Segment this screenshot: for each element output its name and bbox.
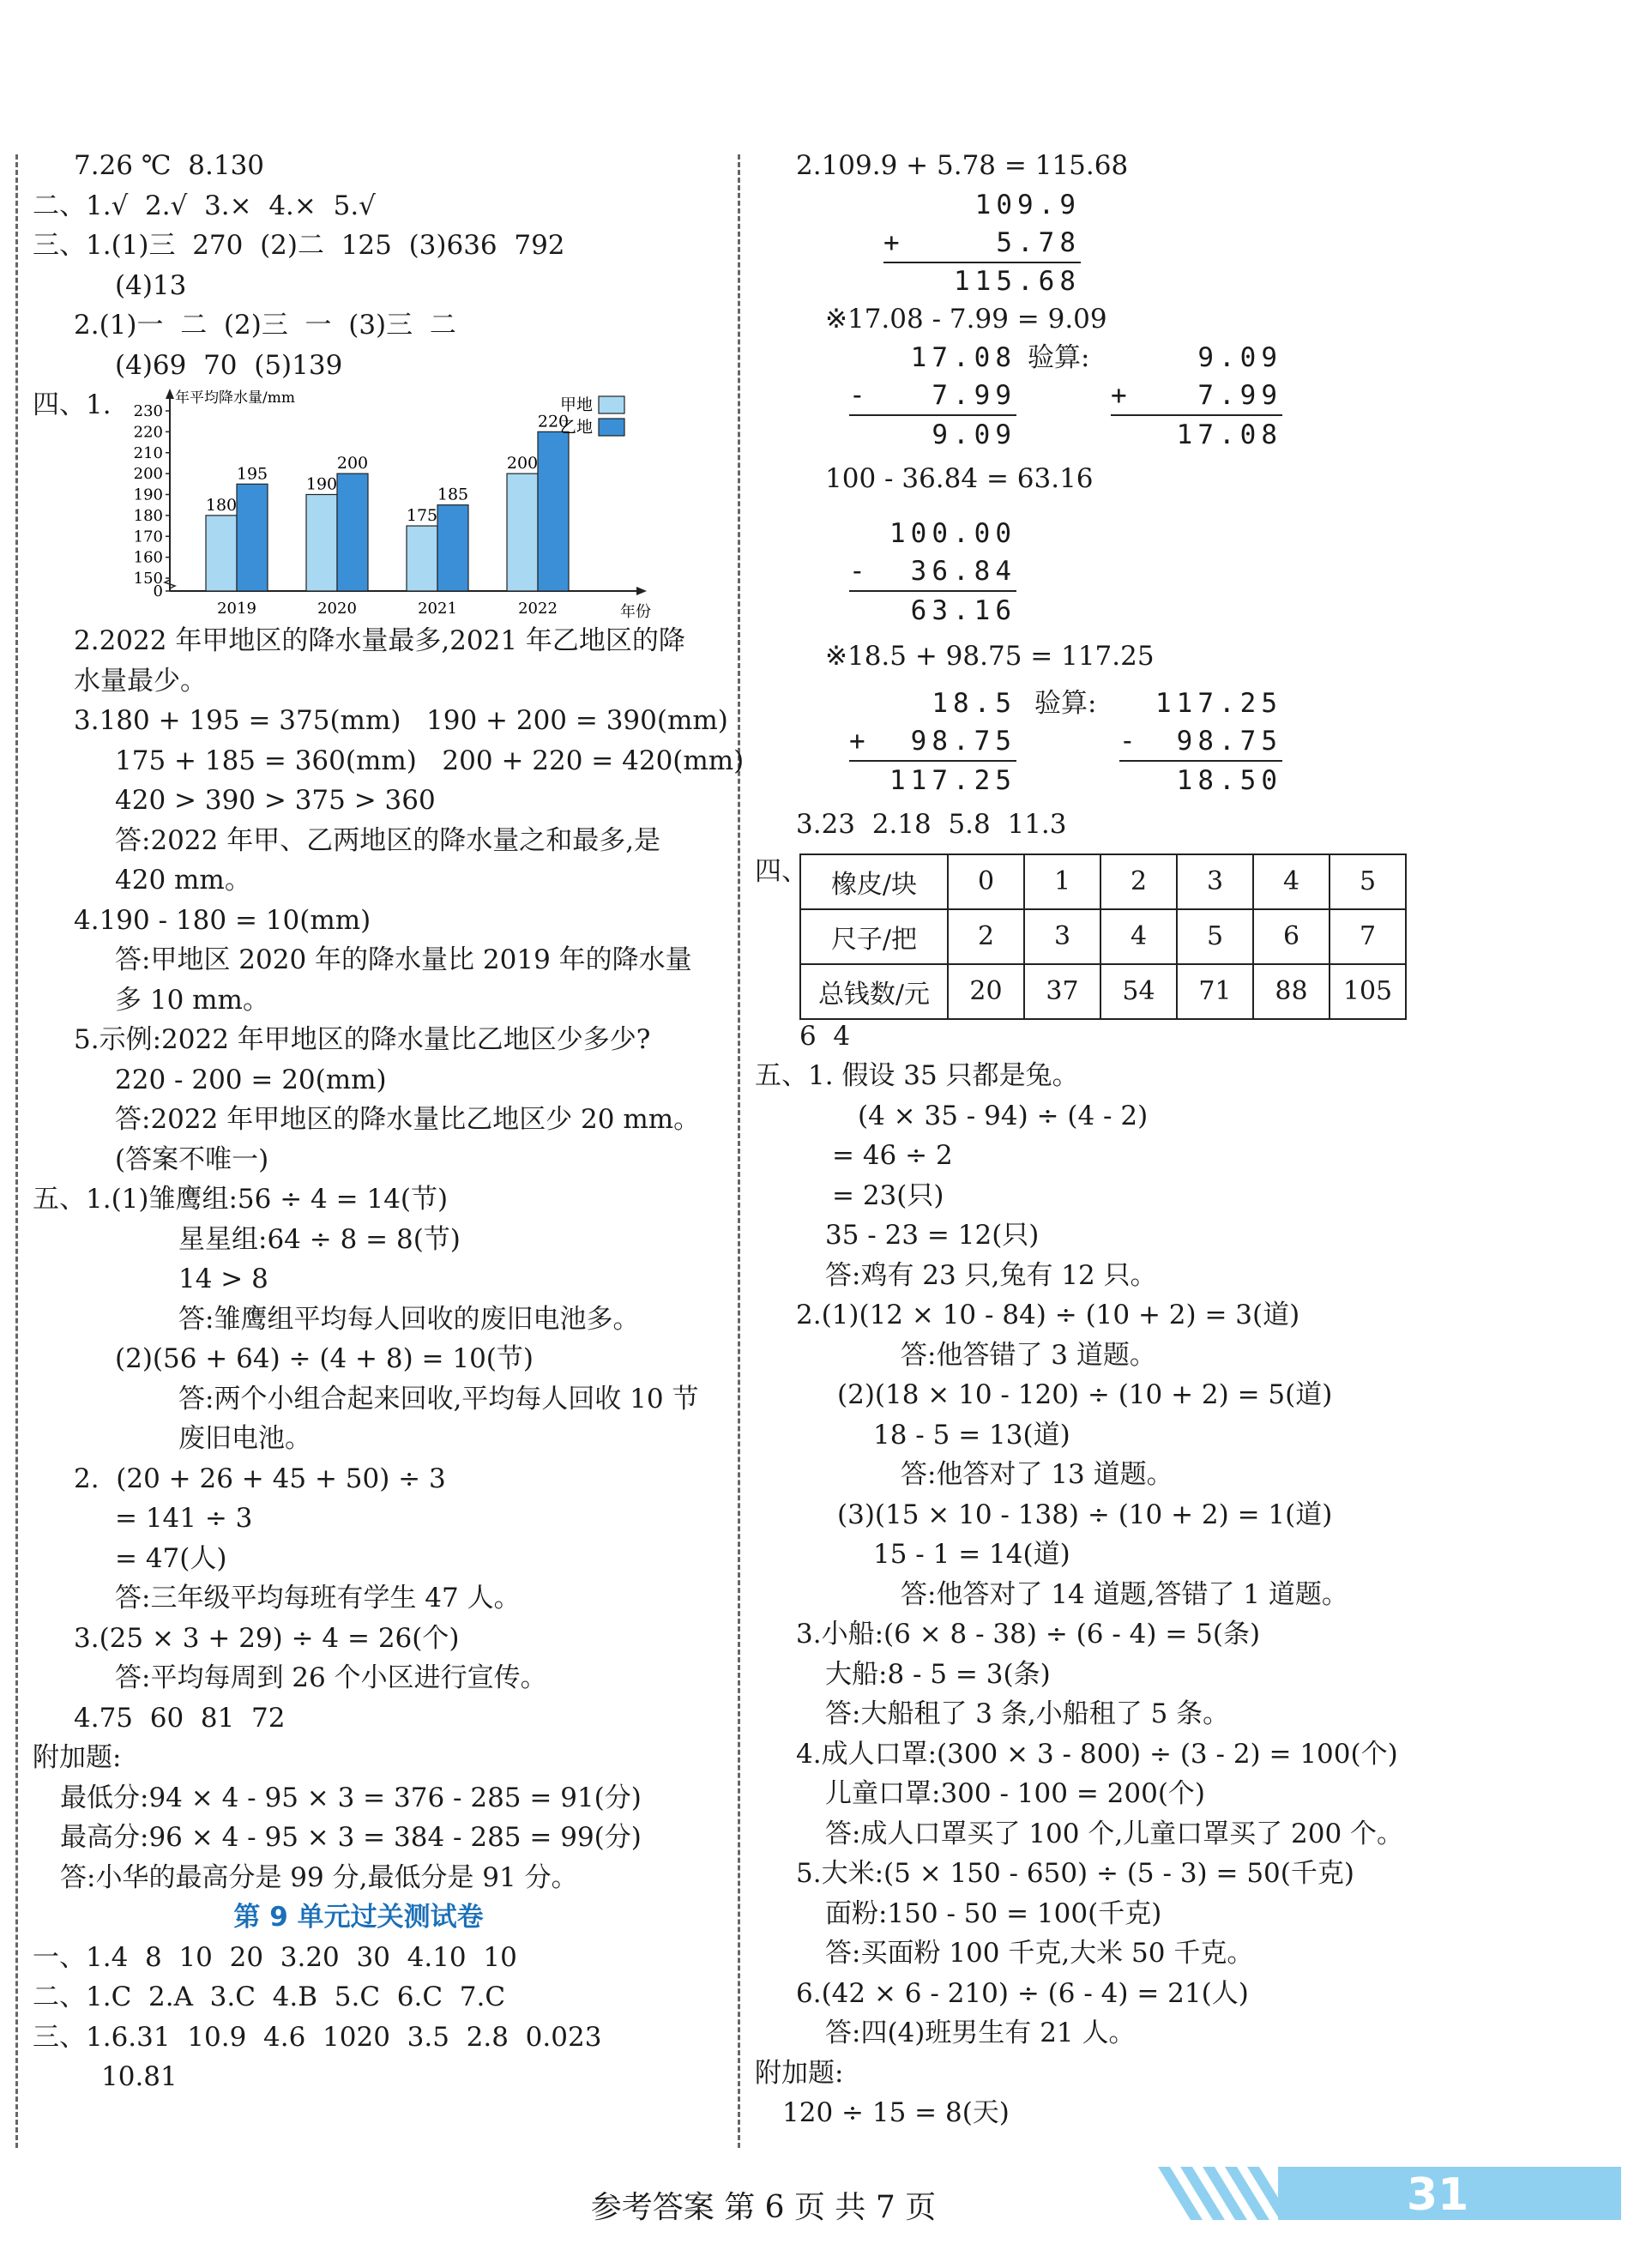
answer-line: 面粉:150 - 50 = 100(千克) xyxy=(825,1897,1162,1929)
answer-line: (4)69 70 (5)139 xyxy=(115,349,343,381)
calc-operand: 9.09 xyxy=(1197,342,1282,373)
answer-line: 附加题: xyxy=(33,1742,122,1773)
x-tick-label: 2021 xyxy=(418,600,457,618)
bar xyxy=(237,484,268,591)
answer-line: 35 - 23 = 12(只) xyxy=(825,1220,1040,1251)
answer-line: 2.(1)(12 × 10 - 84) ÷ (10 + 2) = 3(道) xyxy=(796,1300,1300,1330)
calc-result: 115.68 xyxy=(954,265,1081,297)
answer-line: 答:四(4)班男生有 21 人。 xyxy=(825,2018,1136,2048)
price-table-block xyxy=(755,845,1613,1016)
x-axis-arrow xyxy=(636,587,647,595)
answer-line: 5.大米:(5 × 150 - 650) ÷ (5 - 3) = 50(千克) xyxy=(796,1858,1354,1889)
answer-line: ※17.08 - 7.99 = 9.09 xyxy=(825,303,1107,335)
answer-line: 4.75 60 81 72 xyxy=(74,1702,286,1734)
y-axis-arrow xyxy=(166,389,174,399)
answer-line: 三、1.6.31 10.9 4.6 1020 3.5 2.8 0.023 xyxy=(33,2021,602,2053)
answer-line: 一、1.4 8 10 20 3.20 30 4.10 10 xyxy=(33,1941,517,1973)
bar-value-label: 185 xyxy=(437,485,469,504)
answer-line: 3.23 2.18 5.8 11.3 xyxy=(796,809,1067,840)
calc-operator: - xyxy=(849,380,871,411)
answer-line: 7.26 ℃ 8.130 xyxy=(74,150,265,181)
calc-operator: + xyxy=(849,726,871,757)
answer-line: 五、1.(1)雏鹰组:56 ÷ 4 = 14(节) xyxy=(33,1184,449,1215)
bar-value-label: 200 xyxy=(506,454,539,474)
answer-line: 答:他答对了 14 道题,答错了 1 道题。 xyxy=(901,1578,1348,1610)
table-cell: 105 xyxy=(1330,964,1406,1019)
table-cell: 54 xyxy=(1100,964,1177,1019)
x-tick-label: 2019 xyxy=(217,600,256,618)
verify-label: 验算: xyxy=(1028,342,1090,373)
table-cell: 7 xyxy=(1330,909,1406,964)
answer-line: 星星组:64 ÷ 8 = 8(节) xyxy=(178,1223,461,1255)
table-row xyxy=(800,854,1406,909)
calc-result: 17.08 xyxy=(1176,419,1282,450)
table-cell: 橡皮/块 xyxy=(800,854,948,909)
calc-operator: - xyxy=(849,555,871,587)
legend-label: 乙地 xyxy=(559,418,593,437)
answer-line: 5.示例:2022 年甲地区的降水量比乙地区少多少? xyxy=(74,1024,651,1055)
calc-operand: 98.75 xyxy=(910,726,1016,757)
bar xyxy=(437,505,468,591)
calc-operand: 109.9 xyxy=(974,189,1081,220)
answer-line: 6.(42 × 6 - 210) ÷ (6 - 4) = 21(人) xyxy=(796,1977,1249,2009)
table-cell: 88 xyxy=(1253,964,1330,1019)
bar xyxy=(407,526,437,591)
left-column xyxy=(33,146,745,2097)
table-cell: 尺子/把 xyxy=(800,909,948,964)
legend-swatch xyxy=(599,419,624,436)
answer-line: 答:2022 年甲地区的降水量比乙地区少 20 mm。 xyxy=(115,1104,701,1135)
answer-line: 220 - 200 = 20(mm) xyxy=(115,1064,387,1095)
section-title: 第 9 单元过关测试卷 xyxy=(233,1902,484,1933)
answer-line: 大船:8 - 5 = 3(条) xyxy=(825,1658,1051,1690)
calc-result: 18.50 xyxy=(1176,765,1282,796)
bar-chart-svg xyxy=(93,385,693,621)
bar-chart xyxy=(93,385,693,628)
y-tick-label: 160 xyxy=(133,548,163,567)
answer-line: 3.180 + 195 = 375(mm) 190 + 200 = 390(mm) xyxy=(74,705,728,736)
answer-line: 420 mm。 xyxy=(115,865,251,896)
answer-line: 答:买面粉 100 千克,大米 50 千克。 xyxy=(825,1938,1254,1969)
legend-swatch xyxy=(599,396,624,413)
verify-label: 验算: xyxy=(1034,688,1097,719)
table-cell: 5 xyxy=(1330,854,1406,909)
answer-line: 最低分:94 × 4 - 95 × 3 = 376 - 285 = 91(分) xyxy=(60,1782,642,1813)
calc-operand: 17.08 xyxy=(910,342,1016,373)
vertical-calc xyxy=(755,186,1613,299)
page-number-band xyxy=(1149,2160,1621,2227)
answer-line: 答:雏鹰组平均每人回收的废旧电池多。 xyxy=(178,1303,640,1335)
answer-line: = 46 ÷ 2 xyxy=(832,1140,953,1171)
bar-value-label: 195 xyxy=(236,464,268,484)
answer-line: 二、1.√ 2.√ 3.× 4.× 5.√ xyxy=(33,190,376,221)
table-cell: 71 xyxy=(1177,964,1253,1019)
table-cell: 2 xyxy=(948,909,1024,964)
table-cell: 37 xyxy=(1024,964,1100,1019)
answer-line: 420 > 390 > 375 > 360 xyxy=(115,785,436,816)
column-divider-dash xyxy=(738,154,740,2148)
answer-line: 4.成人口罩:(300 × 3 - 800) ÷ (3 - 2) = 100(个) xyxy=(796,1738,1398,1770)
table-cell: 3 xyxy=(1177,854,1253,909)
calc-result: 117.25 xyxy=(889,765,1016,796)
calc-operand: 7.99 xyxy=(932,380,1016,411)
table-cell: 20 xyxy=(948,964,1024,1019)
bar-value-label: 190 xyxy=(305,474,338,494)
x-axis-label: 年份 xyxy=(620,603,651,621)
table-prefix: 四、 xyxy=(755,855,808,887)
answer-line: ※18.5 + 98.75 = 117.25 xyxy=(825,640,1155,672)
y-tick-label: 0 xyxy=(153,582,163,600)
y-tick-label: 200 xyxy=(133,465,163,484)
answer-line: 2. (20 + 26 + 45 + 50) ÷ 3 xyxy=(74,1463,446,1494)
answer-line: 3.(25 × 3 + 29) ÷ 4 = 26(个) xyxy=(74,1622,460,1654)
answer-line: (2)(56 + 64) ÷ (4 + 8) = 10(节) xyxy=(115,1343,534,1374)
answer-line: 2.2022 年甲地区的降水量最多,2021 年乙地区的降 xyxy=(74,625,685,656)
page-footer: 参考答案 第 6 页 共 7 页 xyxy=(590,2190,937,2225)
x-tick-label: 2020 xyxy=(317,600,357,618)
table-cell: 总钱数/元 xyxy=(800,964,948,1019)
calc-operator: - xyxy=(1119,726,1141,757)
answer-line: 答:成人口罩买了 100 个,儿童口罩买了 200 个。 xyxy=(825,1818,1404,1849)
calc-operator: + xyxy=(883,226,905,258)
answer-line: 三、1.(1)三 270 (2)二 125 (3)636 792 xyxy=(33,230,565,261)
bar-value-label: 180 xyxy=(205,495,238,515)
answer-line: 2.109.9 + 5.78 = 115.68 xyxy=(796,150,1129,181)
answer-line: (3)(15 × 10 - 138) ÷ (10 + 2) = 1(道) xyxy=(837,1499,1333,1530)
answer-line: 6 4 xyxy=(799,1020,851,1052)
answer-line: 15 - 1 = 14(道) xyxy=(873,1539,1070,1570)
answer-line: (4)13 xyxy=(115,269,187,301)
answer-line: 答:他答对了 13 道题。 xyxy=(901,1459,1173,1490)
table-cell: 2 xyxy=(1100,854,1177,909)
answer-line: 水量最少。 xyxy=(74,665,207,697)
bar xyxy=(337,474,368,591)
calc-result: 63.16 xyxy=(910,594,1016,626)
vertical-calc xyxy=(755,499,1613,636)
y-tick-label: 220 xyxy=(133,423,163,442)
legend-label: 甲地 xyxy=(559,395,593,414)
answer-line: 五、1. 假设 35 只都是兔。 xyxy=(755,1060,1079,1091)
answer-line: 废旧电池。 xyxy=(178,1423,311,1454)
answer-line: 最高分:96 × 4 - 95 × 3 = 384 - 285 = 99(分) xyxy=(60,1822,642,1853)
calc-operand: 7.99 xyxy=(1197,380,1282,411)
chart-block xyxy=(33,385,719,621)
answer-line: 3.小船:(6 × 8 - 38) ÷ (6 - 4) = 5(条) xyxy=(796,1619,1261,1650)
y-tick-label: 180 xyxy=(133,506,163,525)
bar-value-label: 200 xyxy=(336,454,369,474)
y-axis-label: 年平均降水量/mm xyxy=(175,389,295,407)
answer-line: (答案不唯一) xyxy=(115,1143,269,1175)
answer-line: 答:大船租了 3 条,小船租了 5 条。 xyxy=(825,1698,1230,1729)
left-margin-dash xyxy=(15,154,18,2148)
vertical-calc-pair xyxy=(755,676,1613,805)
answer-line: 175 + 185 = 360(mm) 200 + 220 = 420(mm) xyxy=(115,745,745,776)
vertical-calc-pair xyxy=(755,339,1613,459)
x-tick-label: 2022 xyxy=(518,600,558,618)
calc-operand: 100.00 xyxy=(889,517,1016,549)
answer-line: 100 - 36.84 = 63.16 xyxy=(825,463,1094,494)
table-cell: 3 xyxy=(1024,909,1100,964)
answer-line: 儿童口罩:300 - 100 = 200(个) xyxy=(825,1778,1206,1809)
answer-line: 答:甲地区 2020 年的降水量比 2019 年的降水量 xyxy=(115,944,692,975)
answer-line: = 23(只) xyxy=(832,1179,944,1211)
calc-operand: 98.75 xyxy=(1176,726,1282,757)
price-table xyxy=(799,854,1407,1020)
decorative-stripes xyxy=(1158,2167,1292,2220)
answer-line: 2.(1)一 二 (2)三 一 (3)三 二 xyxy=(74,310,456,341)
page-number-graphic xyxy=(1149,2160,1621,2227)
y-tick-label: 190 xyxy=(133,486,163,504)
calc-operand: 18.5 xyxy=(932,688,1016,719)
table-cell: 4 xyxy=(1100,909,1177,964)
table-cell: 0 xyxy=(948,854,1024,909)
bar xyxy=(507,474,538,591)
calc-operand: 5.78 xyxy=(996,226,1081,258)
answer-line: 18 - 5 = 13(道) xyxy=(873,1419,1070,1451)
answer-line: 答:三年级平均每班有学生 47 人。 xyxy=(115,1583,521,1614)
page-number: 31 xyxy=(1407,2169,1469,2221)
answer-line: 答:2022 年甲、乙两地区的降水量之和最多,是 xyxy=(115,824,661,856)
table-cell: 1 xyxy=(1024,854,1100,909)
answer-line: = 47(人) xyxy=(115,1542,227,1574)
answer-line: 14 > 8 xyxy=(178,1264,268,1294)
table-cell: 6 xyxy=(1253,909,1330,964)
calc-operator: + xyxy=(1111,380,1132,411)
answer-line: 10.81 xyxy=(101,2061,178,2092)
calc-operand: 117.25 xyxy=(1155,688,1282,719)
y-tick-label: 170 xyxy=(133,528,163,546)
answer-line: 答:鸡有 23 只,兔有 12 只。 xyxy=(825,1259,1157,1291)
y-tick-label: 150 xyxy=(133,570,163,588)
answer-line: 答:平均每周到 26 个小区进行宣传。 xyxy=(115,1662,547,1693)
bar xyxy=(538,431,569,591)
answer-line: 答:小华的最高分是 99 分,最低分是 91 分。 xyxy=(60,1861,578,1893)
calc-operand: 36.84 xyxy=(910,555,1016,587)
answer-line: 答:两个小组合起来回收,平均每人回收 10 节 xyxy=(178,1383,699,1414)
table-row xyxy=(800,964,1406,1019)
right-column xyxy=(755,146,1613,2133)
bar-value-label: 220 xyxy=(537,412,570,431)
answer-line: 答:他答错了 3 道题。 xyxy=(901,1339,1156,1371)
y-tick-label: 210 xyxy=(133,443,163,462)
answer-line: 二、1.C 2.A 3.C 4.B 5.C 6.C 7.C xyxy=(33,1981,506,2012)
y-tick-label: 230 xyxy=(133,402,163,420)
answer-line: 4.190 - 180 = 10(mm) xyxy=(74,904,371,936)
table-row xyxy=(800,909,1406,964)
bar xyxy=(306,495,337,592)
answer-line: (2)(18 × 10 - 120) ÷ (10 + 2) = 5(道) xyxy=(837,1379,1333,1410)
bar-value-label: 175 xyxy=(406,506,438,526)
answer-line: (4 × 35 - 94) ÷ (4 - 2) xyxy=(858,1100,1149,1131)
answer-line: 120 ÷ 15 = 8(天) xyxy=(782,2097,1010,2128)
answer-line: 多 10 mm。 xyxy=(115,984,269,1016)
table-cell: 4 xyxy=(1253,854,1330,909)
table-cell: 5 xyxy=(1177,909,1253,964)
chart-prefix: 四、1. xyxy=(33,389,112,420)
bar xyxy=(206,516,237,591)
answer-line: 附加题: xyxy=(755,2057,844,2089)
answer-line: = 141 ÷ 3 xyxy=(115,1503,253,1534)
calc-result: 9.09 xyxy=(932,419,1016,450)
